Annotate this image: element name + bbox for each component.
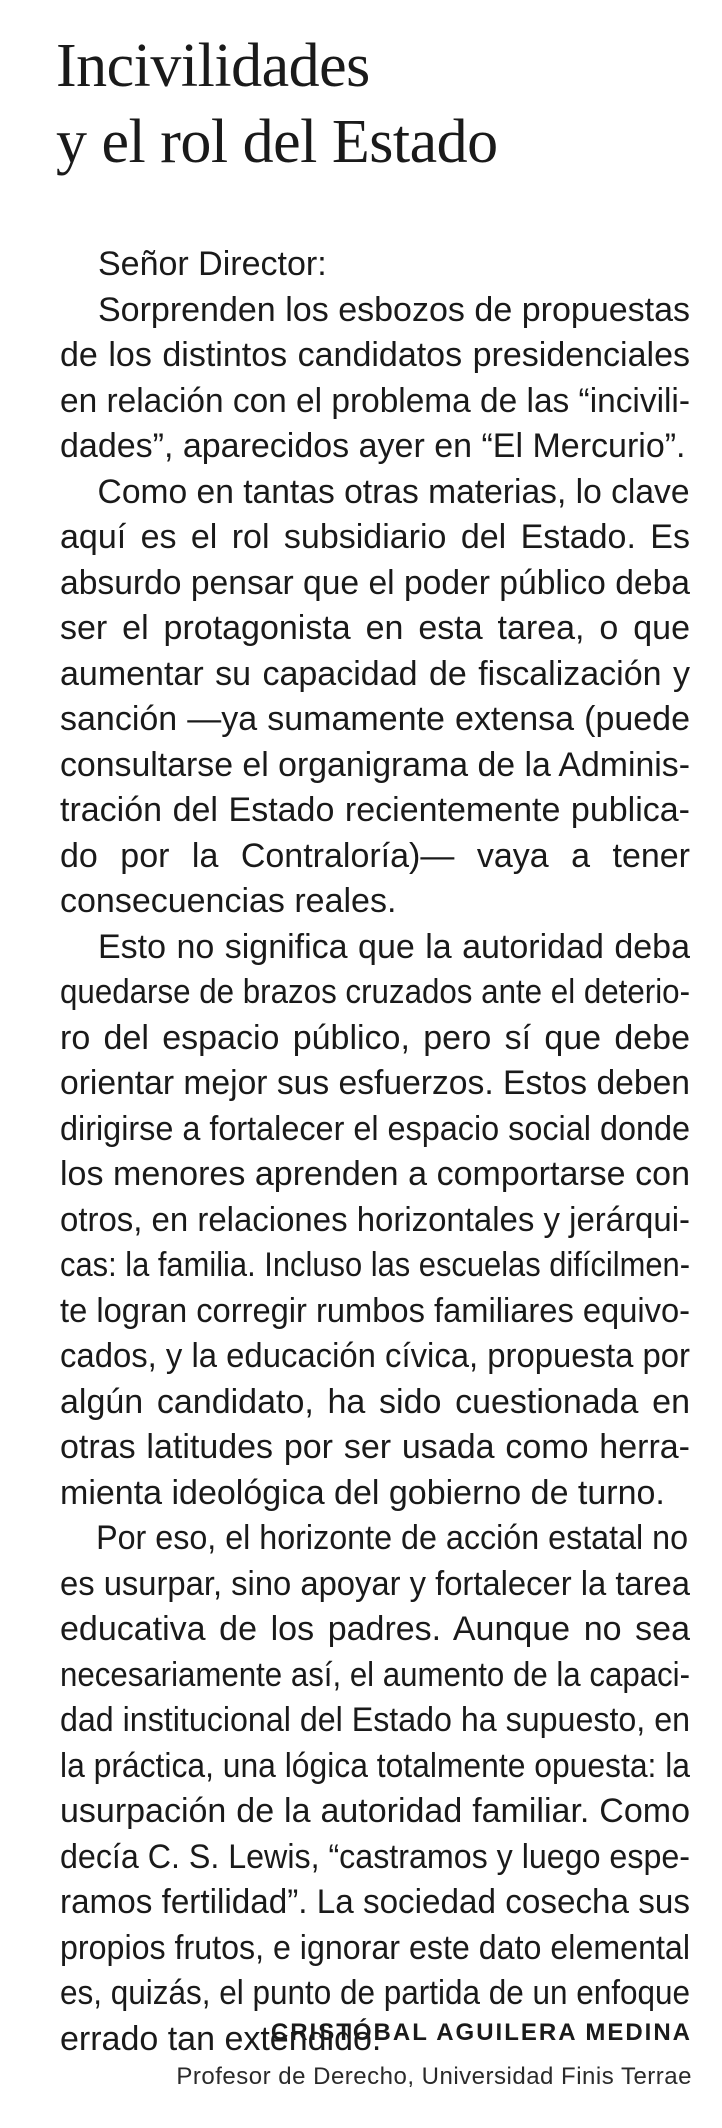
letter-line: orientar mejor sus esfuerzos. Estos deben	[60, 1064, 690, 1102]
letter-line: de los distintos candidatos presidenciales	[60, 336, 690, 374]
letter-line: educativa de los padres. Aunque no sea	[60, 1610, 690, 1648]
letter-line: decía C. S. Lewis, “castramos y luego espe-	[60, 1837, 690, 1876]
headline-line-1: Incivilidades	[56, 32, 370, 100]
letter-line: absurdo pensar que el poder público deba	[60, 563, 690, 602]
letter-line: necesariamente así, el aumento de la capaci-	[60, 1655, 690, 1694]
letter-line: es usurpar, sino apoyar y fortalecer la tarea	[60, 1564, 690, 1603]
letter-line: es, quizás, el punto de partida de un enfoque	[60, 1974, 690, 2012]
letter-line: consecuencias reales.	[60, 882, 397, 920]
letter-line: quedarse de brazos cruzados ante el deterio-	[60, 973, 690, 1011]
letter-line: aquí es el rol subsidiario del Estado. Es	[60, 518, 690, 556]
signature-block	[176, 2016, 692, 2094]
letter-line: dades”, aparecidos ayer en “El Mercurio”.	[60, 427, 686, 465]
letter-line: ro del espacio público, pero sí que debe	[60, 1018, 690, 1057]
headline	[56, 28, 696, 180]
headline-line-2: y el rol del Estado	[56, 108, 498, 176]
letter-line: usurpación de la autoridad familiar. Como	[60, 1792, 690, 1830]
letter-line: ser el protagonista en esta tarea, o que	[60, 609, 690, 647]
letter-line: cas: la familia. Incluso las escuelas difícilmen-	[60, 1246, 690, 1284]
letter-line: Sorprenden los esbozos de propuestas	[98, 290, 690, 329]
letter-line: otros, en relaciones horizontales y jerárqui-	[60, 1200, 690, 1239]
letter-line: la práctica, una lógica totalmente opuesta: la	[60, 1746, 690, 1785]
letter-line: errado tan extendido.	[60, 2019, 382, 2058]
letter-body	[60, 242, 690, 2062]
letter-line: consultarse el organigrama de la Adminis-	[60, 745, 690, 784]
author-name: CRISTÓBAL AGUILERA MEDINA	[270, 2019, 692, 2046]
letter-line: cados, y la educación cívica, propuesta por	[60, 1337, 690, 1375]
letter-line: te logran corregir rumbos familiares equivo-	[60, 1291, 690, 1330]
letter-line: en relación con el problema de las “incivili-	[60, 381, 690, 420]
letter-line: Esto no significa que la autoridad deba	[98, 927, 690, 966]
letter-line: otras latitudes por ser usada como herra-	[60, 1428, 690, 1466]
letter-line: Por eso, el horizonte de acción estatal no	[96, 1519, 689, 1557]
letter-line: aumentar su capacidad de fiscalización y	[60, 654, 690, 693]
letter-line: tración del Estado recientemente publica-	[60, 791, 690, 829]
letter-line: Señor Director:	[98, 245, 327, 283]
letter-line: sanción —ya sumamente extensa (puede	[60, 700, 690, 738]
letter-line: dad institucional del Estado ha supuesto, en	[60, 1701, 690, 1739]
letter-line: do por la Contraloría)— vaya a tener	[60, 836, 690, 875]
letter-line: algún candidato, ha sido cuestionada en	[60, 1382, 690, 1421]
author-role: Profesor de Derecho, Universidad Finis Terrae	[176, 2063, 692, 2090]
letter-line: ramos fertilidad”. La sociedad cosecha sus	[60, 1883, 690, 1921]
letter-line: Como en tantas otras materias, lo clave	[97, 472, 690, 511]
letter-line: propios frutos, e ignorar este dato elemental	[60, 1928, 690, 1967]
letter-line: dirigirse a fortalecer el espacio social donde	[60, 1109, 690, 1148]
letter-line: mienta ideológica del gobierno de turno.	[60, 1473, 665, 1512]
letter-line: los menores aprenden a comportarse con	[60, 1155, 690, 1193]
